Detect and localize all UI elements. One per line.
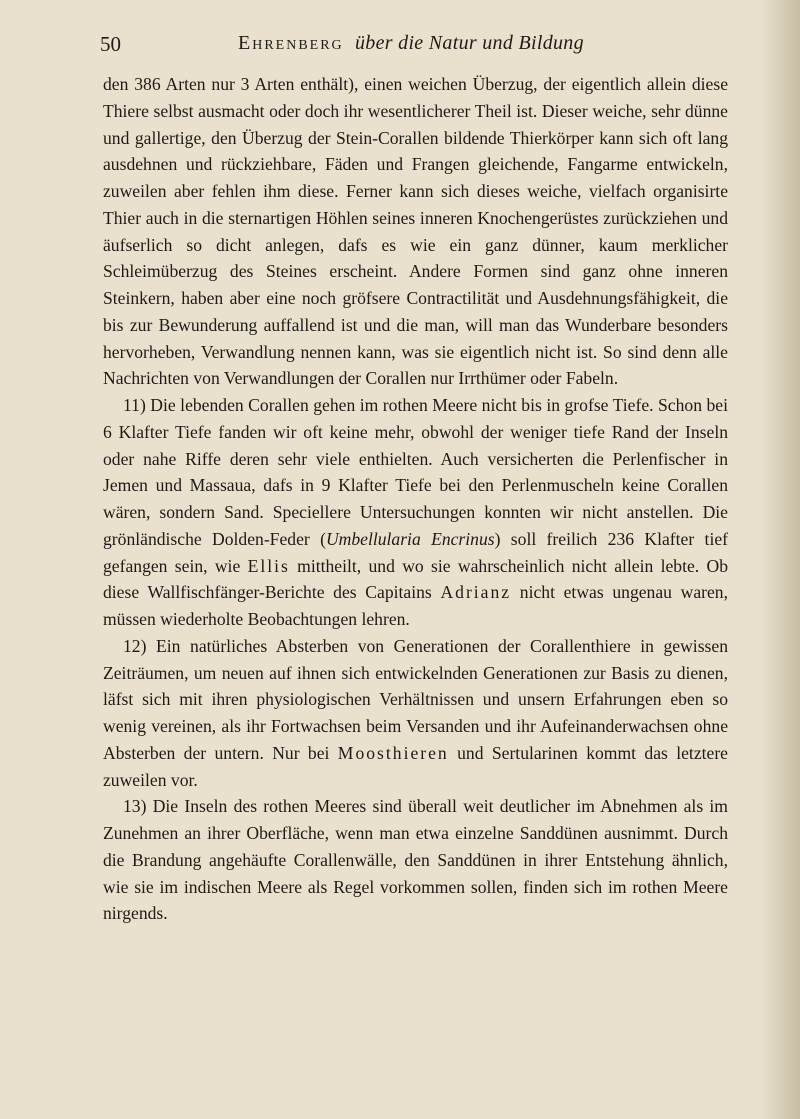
- body-text: [103, 71, 728, 927]
- page-number: 50: [100, 32, 121, 56]
- paragraph-11-text-a: 11) Die lebenden Corallen gehen im rothen Meere nicht bis in grofse Tiefe. Schon bei 6 Klafter Tiefe fanden wir oft keine mehr, obwohl der weniger tiefe Rand der Inseln oder nahe Riffe deren sehr viele enthielten. Auch versicherten die Perlenfischer in Jemen und Massaua, dafs in 9 Klafter Tiefe bei den Perlenmuscheln keine Corallen wären, sondern Sand. Speciellere Untersuchungen konnten wir nicht anstellen. Die grönländische Dolden-Feder (: [103, 395, 728, 549]
- running-header: [100, 30, 690, 62]
- person-name-ellis: Ellis: [247, 555, 290, 576]
- paragraph-continuation: den 386 Arten nur 3 Arten enthält), einen weichen Überzug, der eigentlich allein diese Thiere selbst ausmacht oder doch ihr wesentlicherer Theil ist. Dieser weiche, sehr dünne und gallertige, den Überzug der Stein-Corallen bildende Thierkörper kann sich oft lang ausdehnen und rückziehbare, Fäden und Frangen gleichende, Fangarme entwickeln, zuweilen aber fehlen ihm diese. Ferner kann sich dieses weiche, vielfach organisirte Thier auch in die sternartigen Höhlen seines inneren Knochengerüstes zurückziehen und äufserlich so dicht anlegen, dafs es wie ein ganz dünner, kaum merklicher Schleimüberzug des Steines erscheint. Andere Formen sind ganz ohne inneren Steinkern, haben aber eine noch gröfsere Contractilität und Ausdehnungsfähigkeit, die bis zur Bewunderung auffallend ist und die man, will man das Wunderbare besonders hervorheben, Verwandlung nennen kann, was sie eigentlich nicht ist. So sind denn alle Nachrichten von Verwandlungen der Corallen nur Irrthümer oder Fabeln.: [103, 74, 728, 389]
- paragraph-11-text-c: mittheilt, und wo sie wahrscheinlich nicht allein lebte. Ob diese Wallfischfänger-Berichte des Capitains: [103, 555, 729, 603]
- taxon-name: Umbellularia Encrinus: [325, 528, 495, 549]
- page-edge-shadow: [760, 0, 800, 1119]
- paragraph-12: [103, 633, 728, 794]
- paragraph-12-text-b: und Sertularinen kommt das letztere zuweilen vor.: [103, 742, 728, 790]
- paragraph-11: [103, 392, 728, 633]
- paragraph-11-text-b: ) soll freilich 236 Klafter tief gefangen sein, wie: [103, 528, 728, 576]
- running-head: [238, 32, 584, 55]
- person-name-adrianz: Adrianz: [440, 582, 512, 603]
- paragraph-11-text-d: nicht etwas ungenau waren, müssen wiederholte Beobachtungen lehren.: [103, 582, 728, 629]
- running-head-author: Ehrenberg: [238, 32, 344, 54]
- term-moosthieren: Moosthieren: [337, 742, 449, 763]
- running-head-title: über die Natur und Bildung: [354, 32, 584, 54]
- paragraph-13: 13) Die Inseln des rothen Meeres sind überall weit deutlicher im Abnehmen als im Zunehmen an ihrer Oberfläche, wenn man etwa einzelne Sanddünen ausnimmt. Durch die Brandung angehäufte Corallenwälle, den Sanddünen in ihrer Entstehung ähnlich, wie sie im indischen Meere als Regel vorkommen sollen, finden sich im rothen Meere nirgends.: [103, 796, 728, 924]
- paragraph-12-text-a: 12) Ein natürliches Absterben von Generationen der Corallenthiere in gewissen Zeiträumen, um neuen auf ihnen sich entwickelnden Generationen zur Basis zu dienen, läfst sich mit ihren physiologischen Verhältnissen und unsern Erfahrungen eben so wenig vereinen, als ihr Fortwachsen beim Versanden und ihr Aufeinanderwachsen ohne Absterben der untern. Nur bei: [103, 635, 728, 763]
